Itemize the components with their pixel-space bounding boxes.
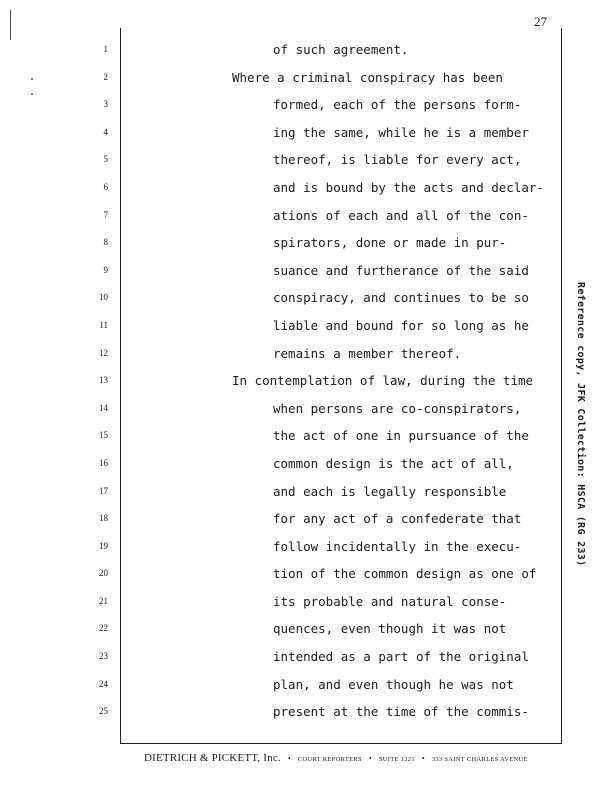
line-text: tion of the common design as one of xyxy=(273,566,537,582)
line-text: and each is legally responsible xyxy=(273,483,507,499)
line-text: plan, and even though he was not xyxy=(273,676,514,692)
line-text: of such agreement. xyxy=(273,42,409,57)
transcript-line xyxy=(0,615,560,643)
line-number: 7 xyxy=(103,209,108,220)
line-number: 11 xyxy=(99,319,108,330)
footer-separator: • xyxy=(287,754,291,763)
side-note: Reference copy, JFK Collection: HSCA (RG 233) xyxy=(575,282,586,567)
line-number: 20 xyxy=(99,568,108,579)
line-text: thereof, is liable for every act, xyxy=(273,152,522,168)
transcript-line xyxy=(0,119,560,147)
transcript-line xyxy=(0,643,560,671)
line-number: 8 xyxy=(103,237,108,248)
transcript-lines xyxy=(0,36,560,726)
line-text: suance and furtherance of the said xyxy=(273,262,529,278)
line-text: for any act of a confederate that xyxy=(273,511,522,527)
line-number: 13 xyxy=(99,375,108,386)
line-number: 17 xyxy=(99,485,108,496)
line-number: 3 xyxy=(103,99,108,110)
line-number: 12 xyxy=(99,347,108,358)
transcript-line xyxy=(0,202,560,230)
line-text: the act of one in pursuance of the xyxy=(273,428,529,444)
page-number: 27 xyxy=(534,14,547,29)
footer-separator: • xyxy=(421,754,425,763)
footer-separator: • xyxy=(368,754,372,763)
transcript-line xyxy=(0,284,560,312)
line-number: 2 xyxy=(103,71,108,82)
line-number: 10 xyxy=(99,292,108,303)
transcript-line xyxy=(0,395,560,423)
footer-address: 333 SAINT CHARLES AVENUE xyxy=(431,756,528,763)
transcript-line xyxy=(0,146,560,174)
footer-service: COURT REPORTERS xyxy=(297,756,362,763)
line-text: follow incidentally in the execu- xyxy=(273,538,522,554)
line-number: 6 xyxy=(103,181,108,192)
line-text: spirators, done or made in pur- xyxy=(273,235,507,251)
transcript-line xyxy=(0,450,560,478)
line-text: common design is the act of all, xyxy=(273,455,514,471)
transcript-line xyxy=(0,312,560,340)
line-number: 21 xyxy=(99,595,108,606)
line-number: 25 xyxy=(99,706,108,717)
transcript-line xyxy=(0,588,560,616)
line-text: remains a member thereof. xyxy=(273,345,462,361)
transcript-line xyxy=(0,174,560,202)
line-number: 23 xyxy=(99,651,108,662)
line-text: present at the time of the commis- xyxy=(273,704,529,720)
footer-firm: DIETRICH & PICKETT, Inc. xyxy=(144,752,281,764)
line-number: 15 xyxy=(99,430,108,441)
transcript-line xyxy=(0,229,560,257)
line-text: when persons are co-conspirators, xyxy=(273,400,522,416)
line-text: intended as a part of the original xyxy=(273,649,529,665)
transcript-line xyxy=(0,367,560,395)
transcript-line xyxy=(0,560,560,588)
line-number: 9 xyxy=(103,264,108,275)
line-text: ations of each and all of the con- xyxy=(273,207,529,223)
line-number: 5 xyxy=(103,154,108,165)
transcript-line xyxy=(0,671,560,699)
line-text: ing the same, while he is a member xyxy=(273,124,529,140)
line-text: liable and bound for so long as he xyxy=(273,317,529,333)
transcript-line xyxy=(0,698,560,726)
footer xyxy=(144,752,528,764)
transcript-line xyxy=(0,91,560,119)
line-text: its probable and natural conse- xyxy=(273,593,507,609)
line-number: 14 xyxy=(99,402,108,413)
line-number: 22 xyxy=(99,623,108,634)
line-number: 1 xyxy=(103,44,108,54)
transcript-line xyxy=(0,505,560,533)
line-text: In contemplation of law, during the time xyxy=(232,373,534,389)
transcript-line xyxy=(0,64,560,92)
line-text: Where a criminal conspiracy has been xyxy=(232,69,503,85)
footer-suite: SUITE 1221 xyxy=(378,756,415,763)
line-text: conspiracy, and continues to be so xyxy=(273,290,529,306)
line-number: 19 xyxy=(99,540,108,551)
transcript-line xyxy=(0,422,560,450)
line-number: 18 xyxy=(99,513,108,524)
line-text: formed, each of the persons form- xyxy=(273,97,522,113)
line-text: and is bound by the acts and declar- xyxy=(273,179,544,195)
transcript-line xyxy=(0,36,560,64)
line-number: 4 xyxy=(103,126,108,137)
transcript-line xyxy=(0,533,560,561)
line-text: quences, even though it was not xyxy=(273,621,507,637)
transcript-line xyxy=(0,478,560,506)
line-number: 16 xyxy=(99,457,108,468)
line-number: 24 xyxy=(99,678,108,689)
transcript-line xyxy=(0,340,560,368)
transcript-line xyxy=(0,257,560,285)
